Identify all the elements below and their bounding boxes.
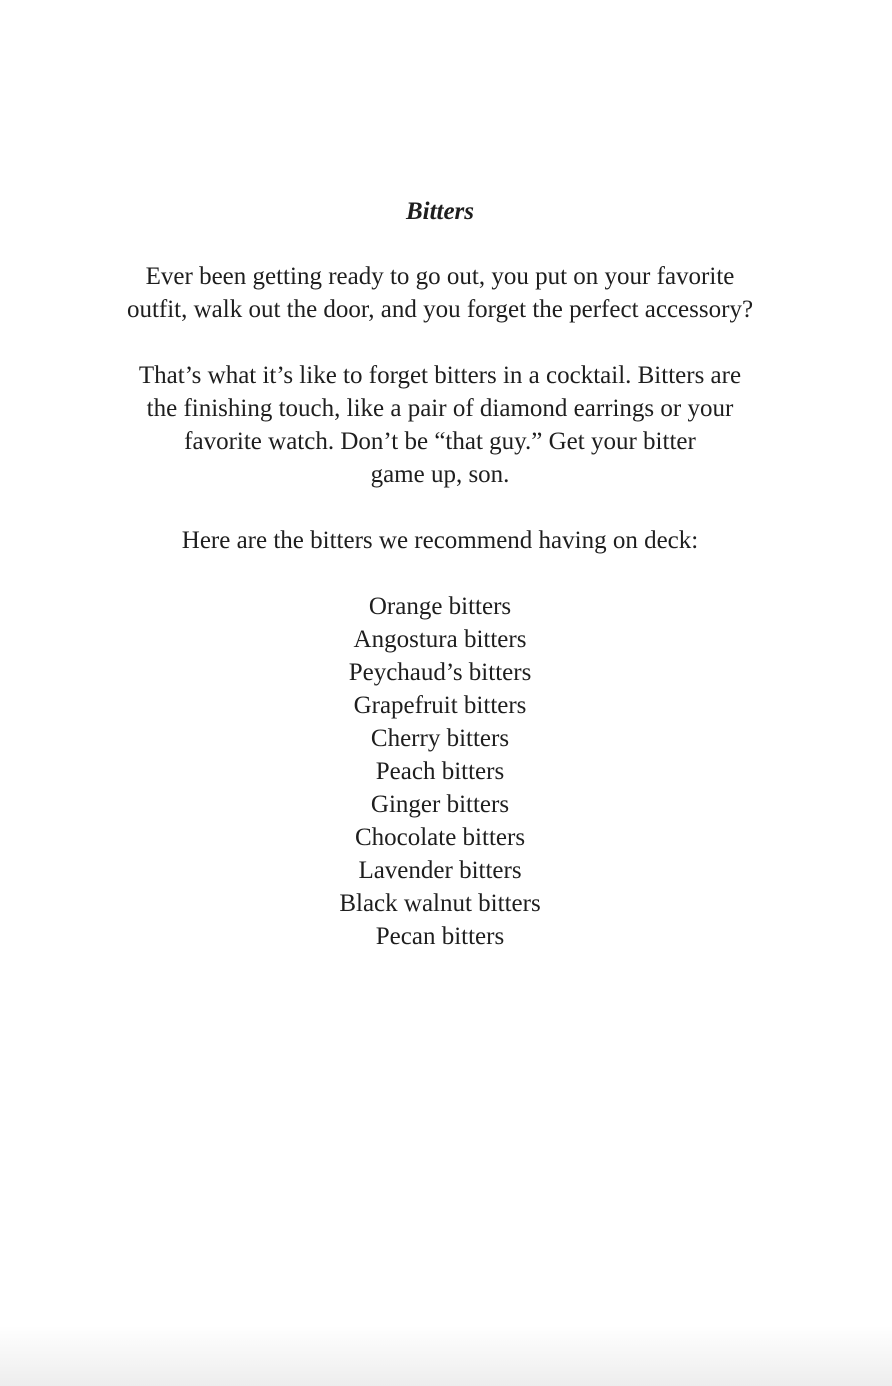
list-item: Grapefruit bitters xyxy=(353,692,527,719)
page-title: Bitters xyxy=(405,198,475,225)
paragraph-line: the finishing touch, like a pair of diamond earrings or your xyxy=(146,395,734,422)
list-item: Cherry bitters xyxy=(370,725,510,752)
spacer xyxy=(0,557,880,590)
spacer xyxy=(0,491,880,524)
list-item: Pecan bitters xyxy=(375,923,505,950)
bitters-list xyxy=(0,590,880,953)
list-item: Black walnut bitters xyxy=(339,890,541,917)
paragraph-line: That’s what it’s like to forget bitters in a cocktail. Bitters are xyxy=(138,362,742,389)
list-item: Peach bitters xyxy=(375,758,505,785)
bitters-paragraph xyxy=(0,359,880,491)
list-item: Orange bitters xyxy=(368,593,512,620)
intro-paragraph xyxy=(0,260,880,326)
paragraph-line: outfit, walk out the door, and you forget the perfect accessory? xyxy=(126,296,754,323)
spacer xyxy=(0,326,880,359)
list-item: Peychaud’s bitters xyxy=(348,659,532,686)
page-content xyxy=(0,193,880,953)
list-item: Chocolate bitters xyxy=(354,824,526,851)
paragraph-line: Ever been getting ready to go out, you put on your favorite xyxy=(145,263,735,290)
recommend-intro: Here are the bitters we recommend having on deck: xyxy=(181,527,699,554)
list-item: Lavender bitters xyxy=(358,857,522,884)
paragraph-line: favorite watch. Don’t be “that guy.” Get your bitter xyxy=(184,428,696,455)
page-bottom-shadow xyxy=(0,1326,892,1386)
list-item: Ginger bitters xyxy=(370,791,510,818)
paragraph-line: game up, son. xyxy=(370,461,510,488)
list-item: Angostura bitters xyxy=(353,626,527,653)
